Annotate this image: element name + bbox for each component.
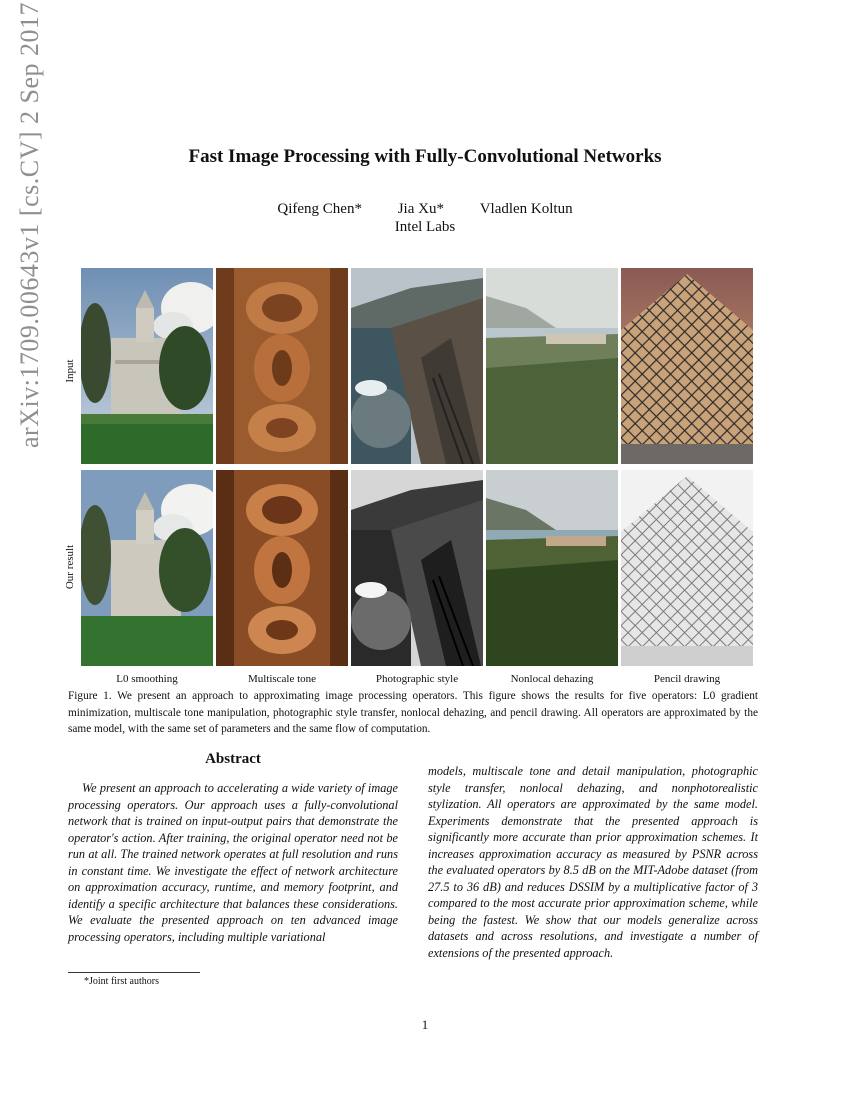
figure-image-dehaze-input	[486, 268, 618, 464]
footnote: *Joint first authors	[84, 976, 159, 987]
column-label-pencil: Pencil drawing	[653, 673, 721, 685]
figure-caption: Figure 1. We present an approach to approximating image processing operators. This figure shows the results for five operators: L0 gradient minimization, multiscale tone manipulation, photographic style transfer, nonlocal dehazing, and pencil drawing. All operators are approximated by the same model, with the same set of parameters and the same flow of computation.	[68, 690, 758, 735]
author-name: Qifeng Chen*	[277, 201, 362, 217]
page-number: 1	[421, 1017, 429, 1032]
abstract-text-right: models, multiscale tone and detail manipulation, photographic style transfer, nonlocal dehazing, and nonphotorealistic stylization. All operators are approximated by the same model. Experiments demonstrate that the presented approach is significantly more accurate than prior approximation schemes. It increases approximation accuracy as measured by PSNR across the evaluated operators by 8.5 dB on the MIT-Adobe dataset (from 27.5 to 36 dB) and reduces DSSIM by a multiplicative factor of 3 compared to the most accurate prior approximation scheme, while being the fastest. We show that our models generalize across datasets and across resolutions, and investigate a number of extensions of the presented approach.	[428, 764, 758, 960]
figure-image-l0-input	[81, 268, 213, 464]
abstract-text-left: We present an approach to accelerating a wide variety of image processing operators. Our approach uses a fully-convolutional network that is trained on input-output pairs that demonstrate the operator's action. After training, the original operator need not be run at all. The trained network operates at full resolution and runs in constant time. We investigate the effect of network architecture on approximation accuracy, runtime, and memory footprint, and identify a specific architecture that balances these considerations. We evaluate the presented approach on ten advanced image processing operators, including multiple variational	[68, 781, 398, 944]
author-list	[0, 201, 850, 218]
arxiv-identifier: arXiv:1709.00643v1 [cs.CV] 2 Sep 2017	[15, 2, 44, 449]
paper-title: Fast Image Processing with Fully-Convolutional Networks	[188, 146, 662, 167]
figure-image-pencil-result	[621, 470, 753, 666]
column-label-style: Photographic style	[375, 673, 459, 685]
figure-image-tone-result	[216, 470, 348, 666]
figure-image-style-input	[351, 268, 483, 464]
affiliation: Intel Labs	[394, 219, 456, 235]
column-label-tone: Multiscale tone	[247, 673, 317, 685]
footnote-rule	[68, 972, 200, 973]
author-name: Vladlen Koltun	[479, 201, 573, 217]
figure-image-style-result	[351, 470, 483, 666]
column-label-l0: L0 smoothing	[116, 673, 178, 685]
figure-image-tone-input	[216, 268, 348, 464]
figure-image-l0-result	[81, 470, 213, 666]
row-label-result: Our result	[64, 544, 76, 590]
figure-image-dehaze-result	[486, 470, 618, 666]
column-label-dehaze: Nonlocal dehazing	[510, 673, 594, 685]
row-label-input: Input	[64, 359, 76, 383]
author-name: Jia Xu*	[397, 201, 444, 217]
abstract-heading: Abstract	[205, 751, 261, 767]
figure-image-pencil-input	[621, 268, 753, 464]
